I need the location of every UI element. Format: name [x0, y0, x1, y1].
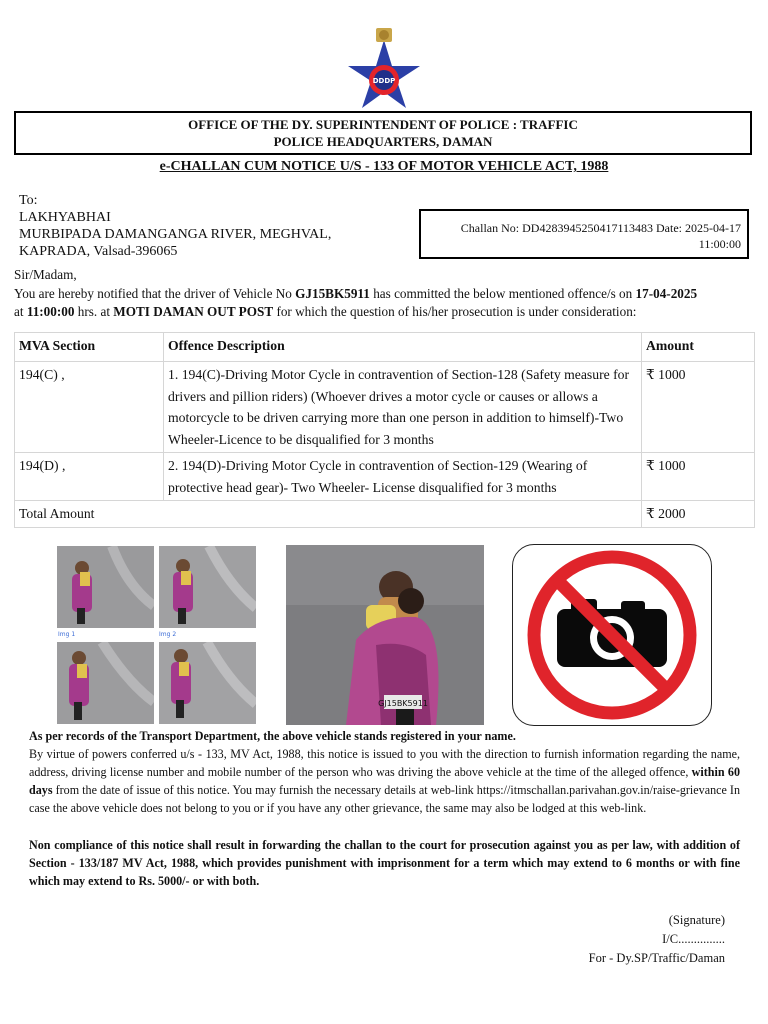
- challan-time: 11:00:00: [698, 237, 741, 251]
- in-charge-line: I/C...............: [662, 932, 725, 946]
- offence-place: MOTI DAMAN OUT POST: [113, 304, 274, 319]
- notice-title: e-CHALLAN CUM NOTICE U/S - 133 OF MOTOR VEHICLE ACT, 1988: [159, 159, 609, 174]
- header-mva-section: MVA Section: [15, 333, 164, 362]
- signature-label: (Signature): [668, 913, 725, 927]
- salutation: Sir/Madam,: [14, 267, 77, 282]
- evidence-thumbnail[interactable]: [57, 546, 154, 628]
- police-emblem-logo: [342, 26, 426, 112]
- challan-info-box: [419, 209, 749, 259]
- thumbnail-caption: Img 2: [159, 631, 177, 638]
- header-offence-description: Offence Description: [164, 333, 642, 362]
- challan-number-date: Challan No: DD4283945250417113483 Date: 2025-04-17: [460, 221, 741, 235]
- row-description: 1. 194(C)-Driving Motor Cycle in contravention of Section-128 (Safety measure for drivers and pillion riders) (Whoever drives a motor cycle or causes or allows a motorcycle to be driven carrying more than one person in addition to himself)-Two Wheeler-Licence to be disqualified for 3 months: [164, 362, 642, 453]
- recipient-address-line-1: MURBIPADA DAMANGANGA RIVER, MEGHVAL,: [19, 227, 332, 242]
- offence-time: 11:00:00: [26, 304, 75, 319]
- office-line-2: POLICE HEADQUARTERS, DAMAN: [273, 134, 493, 149]
- office-line-1: OFFICE OF THE DY. SUPERINTENDENT OF POLICE : TRAFFIC: [188, 117, 578, 132]
- row-description: 2. 194(D)-Driving Motor Cycle in contravention of Section-129 (Wearing of protective head gear)- Two Wheeler- License disqualified for 3 months: [164, 453, 642, 501]
- row-amount: ₹ 1000: [642, 362, 755, 453]
- logo-text: DDDP: [372, 77, 396, 85]
- no-camera-icon: [513, 545, 710, 724]
- deadline: within 60 days: [29, 765, 740, 798]
- intro-paragraph: [14, 266, 756, 322]
- total-label: Total Amount: [15, 501, 642, 528]
- no-camera-sign: [512, 544, 712, 726]
- table-row: [15, 362, 755, 453]
- evidence-photo-main[interactable]: [286, 545, 484, 725]
- non-compliance-warning: Non compliance of this notice shall result in forwarding the challan to the court for prosecution against you as per law, with addition of Section - 133/187 MV Act, 1988, which provides punishment with imprisonment for a term which may extend to 6 months or with fine which may extend to Rs. 5000/- or with both.: [29, 838, 740, 889]
- office-header-box: [14, 111, 752, 155]
- header-amount: Amount: [642, 333, 755, 362]
- row-section: 194(D) ,: [15, 453, 164, 501]
- recipient-block: [19, 192, 331, 260]
- thumbnail-caption: Img 1: [58, 631, 76, 638]
- recipient-name: LAKHYABHAI: [19, 210, 111, 225]
- row-section: 194(C) ,: [15, 362, 164, 453]
- vehicle-number: GJ15BK5911: [295, 285, 370, 301]
- notification-text: You are hereby notified that the driver of Vehicle No GJ15BK5911 has committed the below mentioned offence/s on 17-04-2025 at 11:00:00 hrs. at MOTI DAMAN OUT POST for which the question of his/her prosecution is under consideration:: [14, 285, 698, 319]
- table-total-row: [15, 501, 755, 528]
- license-plate: GJ15BK5911: [378, 699, 428, 708]
- offence-table: [14, 332, 755, 528]
- evidence-thumbnails: [57, 546, 257, 726]
- registration-note: As per records of the Transport Department, the above vehicle stands registered in your name.: [29, 729, 516, 743]
- evidence-thumbnail[interactable]: [57, 642, 154, 724]
- offence-date: 17-04-2025: [635, 285, 698, 301]
- signatory-office: For - Dy.SP/Traffic/Daman: [588, 951, 725, 965]
- evidence-thumbnail[interactable]: [159, 546, 256, 628]
- table-header-row: [15, 333, 755, 362]
- recipient-address-line-2: KAPRADA, Valsad-396065: [19, 244, 178, 259]
- direction-paragraph: By virtue of powers conferred u/s - 133, MV Act, 1988, this notice is issued to you with the direction to furnish information regarding the name, address, driving license number and mobile number of the person who was driving the above vehicle at the time of the alleged offence, within 60 days from the date of issue of this notice. You may furnish the necessary details at web-link https://itmschallan.parivahan.gov.in/raise-grievance In case the above vehicle does not belong to you or if you have any other grievance, the same may also be lodged at this web-link.: [29, 747, 740, 816]
- to-label: To:: [19, 193, 38, 208]
- evidence-thumbnail[interactable]: [159, 642, 256, 724]
- table-row: [15, 453, 755, 501]
- row-amount: ₹ 1000: [642, 453, 755, 501]
- total-amount: ₹ 2000: [642, 501, 755, 528]
